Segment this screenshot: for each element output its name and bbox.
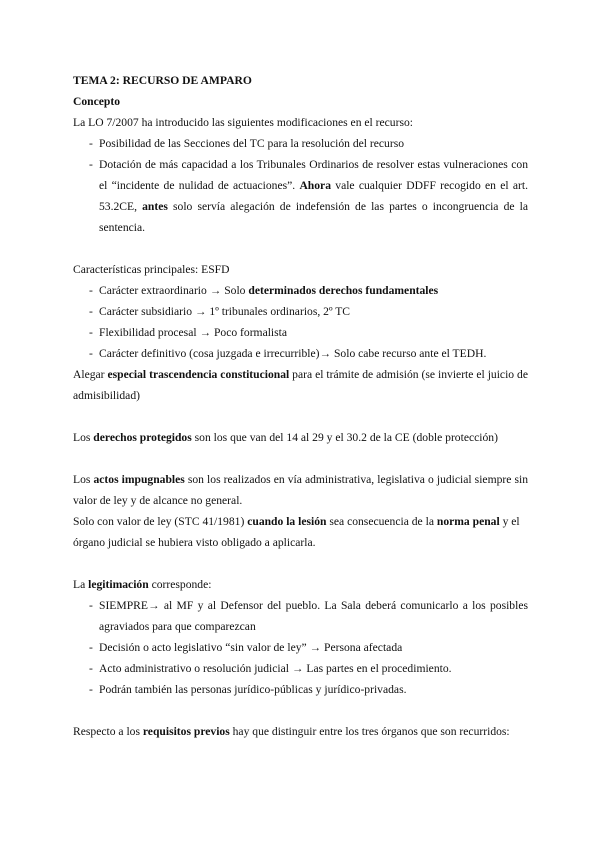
- spacer: [73, 238, 528, 259]
- legitimacion-list: [73, 595, 528, 700]
- text-span: Respecto a los: [73, 725, 143, 738]
- caracteristicas-list: [73, 280, 528, 364]
- emphasis: derechos protegidos: [93, 431, 192, 444]
- legitimacion-intro: [73, 574, 528, 595]
- text-span: son los que van del 14 al 29 y el 30.2 de la CE (doble protección): [191, 431, 498, 444]
- list-item: - Posibilidad de las Secciones del TC para la resolución del recurso: [73, 133, 528, 154]
- concepto-intro: La LO 7/2007 ha introducido las siguientes modificaciones en el recurso:: [73, 116, 413, 129]
- derechos-paragraph: [73, 427, 528, 448]
- emphasis: antes: [142, 200, 168, 213]
- emphasis: determinados derechos fundamentales: [248, 284, 439, 297]
- text-span: sea consecuencia de la: [326, 515, 437, 528]
- requisitos-paragraph: [73, 721, 528, 742]
- spacer: [73, 448, 528, 469]
- emphasis: cuando la lesión: [247, 515, 327, 528]
- concepto-list: [73, 133, 528, 238]
- text-span: Los: [73, 473, 94, 486]
- spacer: [73, 700, 528, 721]
- actos-paragraph-2: [73, 511, 528, 553]
- emphasis: Ahora: [299, 179, 331, 192]
- text-span: hay que distinguir entre los tres órganos que son recurridos:: [229, 725, 510, 738]
- list-item: - Podrán también las personas jurídico-públicas y jurídico-privadas.: [73, 679, 528, 700]
- text-span: Carácter extraordinario → Solo: [99, 284, 249, 297]
- document-title: TEMA 2: RECURSO DE AMPARO: [73, 74, 252, 87]
- emphasis: actos impugnables: [93, 473, 185, 486]
- list-item: - Flexibilidad procesal → Poco formalista: [73, 322, 528, 343]
- actos-paragraph: [73, 469, 528, 511]
- list-item: - SIEMPRE→ al MF y al Defensor del pueblo. La Sala deberá comunicarlo a los posibles agraviados para que comparezcan: [73, 595, 528, 637]
- list-item: - Carácter subsidiario → 1º tribunales ordinarios, 2º TC: [73, 301, 528, 322]
- text-span: son los realizados en vía administrativa, legislativa o judicial siempre sin valor de ley y de alcance no general.: [73, 473, 528, 507]
- list-item: [73, 280, 528, 301]
- emphasis: norma penal: [436, 515, 500, 528]
- list-item: - Decisión o acto legislativo “sin valor de ley” → Persona afectada: [73, 637, 528, 658]
- caracteristicas-intro: Características principales: ESFD: [73, 263, 230, 276]
- list-item: - Carácter definitivo (cosa juzgada e irrecurrible)→ Solo cabe recurso ante el TEDH.: [73, 343, 528, 364]
- spacer: [73, 553, 528, 574]
- text-span: La: [73, 578, 89, 591]
- text-span: y el órgano judicial se hubiera visto obligado a aplicarla.: [73, 515, 520, 549]
- text-span: corresponde:: [148, 578, 212, 591]
- section-heading-concepto: Concepto: [73, 95, 121, 108]
- emphasis: especial trascendencia constitucional: [107, 368, 290, 381]
- emphasis: legitimación: [88, 578, 149, 591]
- text-span: Los: [73, 431, 94, 444]
- list-item: [73, 154, 528, 238]
- spacer: [73, 406, 528, 427]
- list-item: - Acto administrativo o resolución judicial → Las partes en el procedimiento.: [73, 658, 528, 679]
- text-span: Solo con valor de ley (STC 41/1981): [73, 515, 248, 528]
- emphasis: requisitos previos: [142, 725, 230, 738]
- text-span: para el trámite de admisión (se invierte el juicio de admisibilidad): [73, 368, 528, 402]
- text-span: Alegar: [73, 368, 108, 381]
- text-span: solo servía alegación de indefensión de las partes o incongruencia de la sentencia.: [99, 200, 528, 234]
- document-page: [73, 70, 528, 742]
- text-span: vale cualquier DDFF recogido en el art. 53.2CE,: [99, 179, 528, 213]
- alegar-paragraph: [73, 364, 528, 406]
- text-span: Dotación de más capacidad a los Tribunales Ordinarios de resolver estas vulneraciones con el “incidente de nulidad de actuaciones”.: [99, 158, 528, 192]
